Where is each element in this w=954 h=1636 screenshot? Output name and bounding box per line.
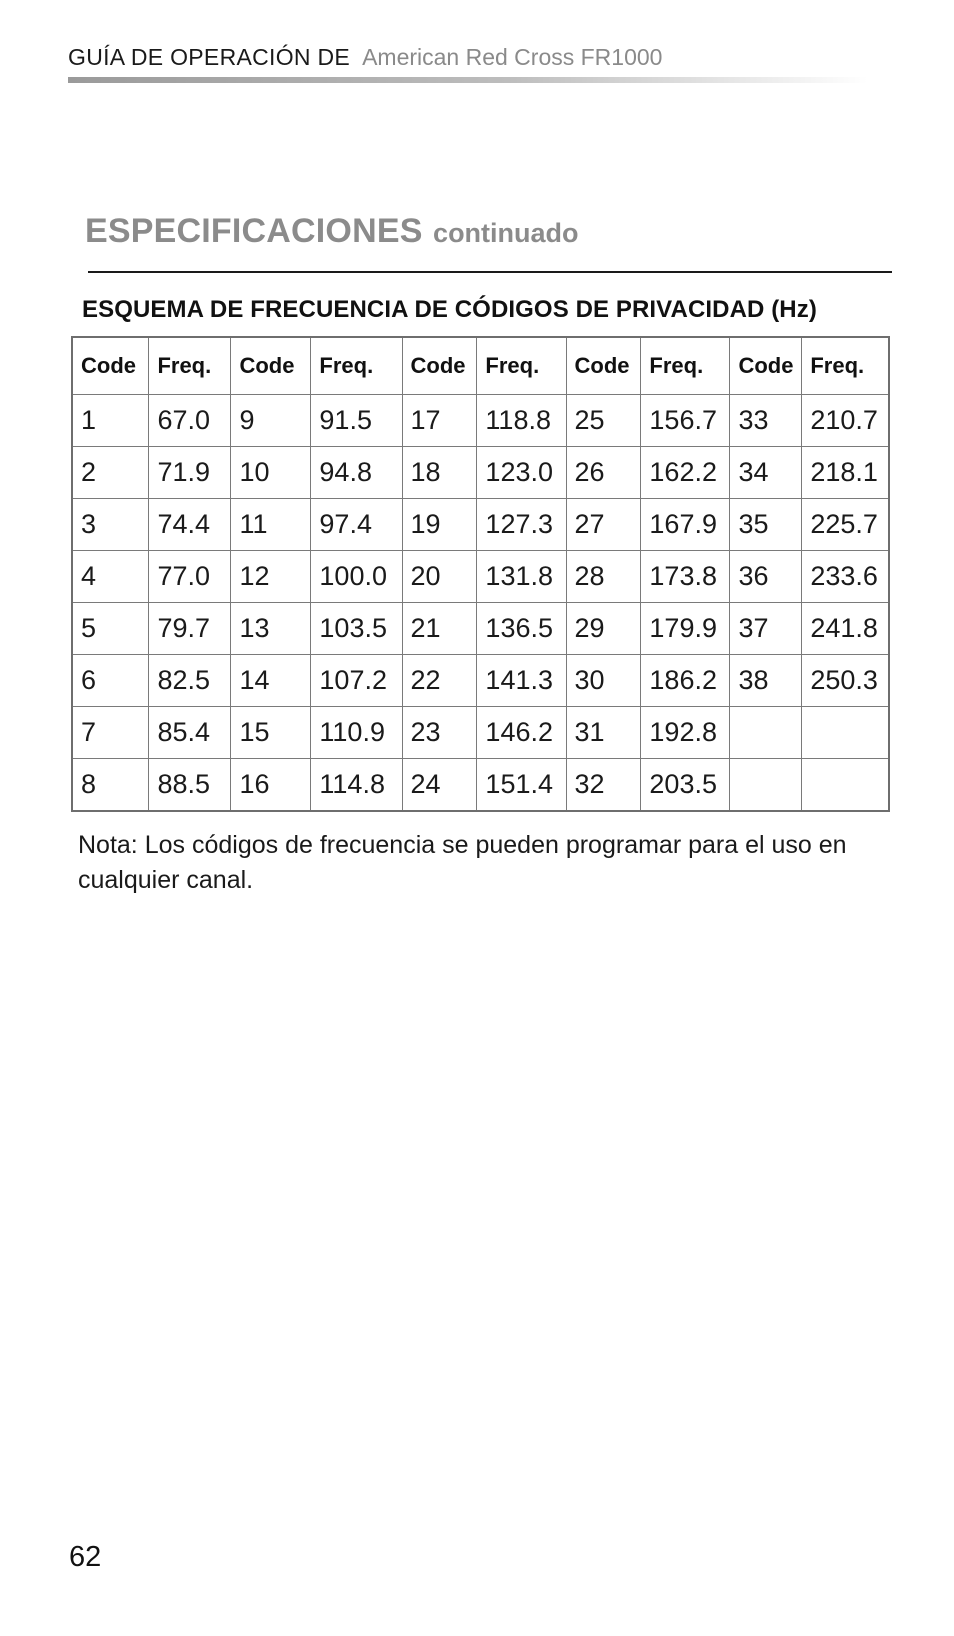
code-cell: 35 bbox=[730, 499, 802, 551]
code-cell: 8 bbox=[72, 759, 149, 812]
freq-cell: 233.6 bbox=[802, 551, 889, 603]
header-freq: Freq. bbox=[641, 337, 730, 395]
freq-cell: 88.5 bbox=[149, 759, 231, 812]
code-cell: 13 bbox=[231, 603, 311, 655]
table-row bbox=[72, 499, 889, 551]
header-freq: Freq. bbox=[149, 337, 231, 395]
freq-cell: 74.4 bbox=[149, 499, 231, 551]
table-row bbox=[72, 395, 889, 447]
table-row bbox=[72, 759, 889, 812]
code-cell: 5 bbox=[72, 603, 149, 655]
freq-cell: 136.5 bbox=[477, 603, 566, 655]
code-cell: 25 bbox=[566, 395, 641, 447]
freq-cell: 77.0 bbox=[149, 551, 231, 603]
header-code: Code bbox=[72, 337, 149, 395]
header-code: Code bbox=[402, 337, 477, 395]
table-caption: ESQUEMA DE FRECUENCIA DE CÓDIGOS DE PRIVACIDAD (Hz) bbox=[82, 296, 817, 323]
freq-cell: 118.8 bbox=[477, 395, 566, 447]
code-cell: 22 bbox=[402, 655, 477, 707]
code-cell: 23 bbox=[402, 707, 477, 759]
code-cell: 26 bbox=[566, 447, 641, 499]
header-freq: Freq. bbox=[311, 337, 402, 395]
code-cell: 31 bbox=[566, 707, 641, 759]
code-cell: 4 bbox=[72, 551, 149, 603]
code-cell: 11 bbox=[231, 499, 311, 551]
freq-cell: 250.3 bbox=[802, 655, 889, 707]
table-row bbox=[72, 603, 889, 655]
freq-cell: 85.4 bbox=[149, 707, 231, 759]
freq-cell: 97.4 bbox=[311, 499, 402, 551]
freq-cell: 67.0 bbox=[149, 395, 231, 447]
header-code: Code bbox=[730, 337, 802, 395]
table-row bbox=[72, 551, 889, 603]
privacy-code-frequency-table bbox=[71, 336, 890, 812]
table-row bbox=[72, 447, 889, 499]
product-name: American Red Cross FR1000 bbox=[362, 44, 663, 70]
freq-cell: 210.7 bbox=[802, 395, 889, 447]
table-row bbox=[72, 707, 889, 759]
code-cell: 28 bbox=[566, 551, 641, 603]
freq-cell: 131.8 bbox=[477, 551, 566, 603]
section-title: ESPECIFICACIONES bbox=[85, 212, 423, 250]
table-header-row bbox=[72, 337, 889, 395]
guide-title: GUÍA DE OPERACIÓN DE bbox=[68, 44, 351, 70]
freq-cell bbox=[802, 707, 889, 759]
header-code: Code bbox=[566, 337, 641, 395]
code-cell: 2 bbox=[72, 447, 149, 499]
code-cell: 18 bbox=[402, 447, 477, 499]
freq-cell: 162.2 bbox=[641, 447, 730, 499]
freq-cell: 123.0 bbox=[477, 447, 566, 499]
code-cell: 15 bbox=[231, 707, 311, 759]
freq-cell: 91.5 bbox=[311, 395, 402, 447]
code-cell: 17 bbox=[402, 395, 477, 447]
code-cell: 34 bbox=[730, 447, 802, 499]
freq-cell: 146.2 bbox=[477, 707, 566, 759]
freq-cell: 173.8 bbox=[641, 551, 730, 603]
freq-cell: 127.3 bbox=[477, 499, 566, 551]
code-cell: 9 bbox=[231, 395, 311, 447]
header-freq: Freq. bbox=[477, 337, 566, 395]
code-cell: 12 bbox=[231, 551, 311, 603]
section-subtitle: continuado bbox=[433, 218, 579, 248]
code-cell: 6 bbox=[72, 655, 149, 707]
code-cell: 33 bbox=[730, 395, 802, 447]
freq-cell: 107.2 bbox=[311, 655, 402, 707]
code-cell: 38 bbox=[730, 655, 802, 707]
code-cell: 32 bbox=[566, 759, 641, 812]
code-cell: 19 bbox=[402, 499, 477, 551]
page-number: 62 bbox=[69, 1541, 102, 1573]
code-cell: 30 bbox=[566, 655, 641, 707]
freq-cell: 241.8 bbox=[802, 603, 889, 655]
code-cell: 16 bbox=[231, 759, 311, 812]
header-freq: Freq. bbox=[802, 337, 889, 395]
freq-cell: 167.9 bbox=[641, 499, 730, 551]
running-header bbox=[68, 44, 662, 71]
code-cell: 10 bbox=[231, 447, 311, 499]
code-cell bbox=[730, 759, 802, 812]
freq-cell: 156.7 bbox=[641, 395, 730, 447]
section-rule bbox=[88, 271, 892, 273]
header-code: Code bbox=[231, 337, 311, 395]
freq-cell: 103.5 bbox=[311, 603, 402, 655]
code-cell: 14 bbox=[231, 655, 311, 707]
freq-cell: 82.5 bbox=[149, 655, 231, 707]
freq-cell: 186.2 bbox=[641, 655, 730, 707]
freq-cell: 225.7 bbox=[802, 499, 889, 551]
section-heading bbox=[85, 212, 579, 251]
freq-cell: 110.9 bbox=[311, 707, 402, 759]
freq-cell: 179.9 bbox=[641, 603, 730, 655]
freq-cell: 141.3 bbox=[477, 655, 566, 707]
code-cell: 37 bbox=[730, 603, 802, 655]
freq-cell: 151.4 bbox=[477, 759, 566, 812]
freq-cell: 100.0 bbox=[311, 551, 402, 603]
freq-cell: 79.7 bbox=[149, 603, 231, 655]
freq-cell: 218.1 bbox=[802, 447, 889, 499]
code-cell: 29 bbox=[566, 603, 641, 655]
code-cell: 21 bbox=[402, 603, 477, 655]
freq-cell bbox=[802, 759, 889, 812]
code-cell: 1 bbox=[72, 395, 149, 447]
table-note: Nota: Los códigos de frecuencia se pueden programar para el uso en cualquier canal. bbox=[78, 831, 847, 894]
code-cell: 20 bbox=[402, 551, 477, 603]
freq-cell: 203.5 bbox=[641, 759, 730, 812]
freq-cell: 94.8 bbox=[311, 447, 402, 499]
freq-cell: 114.8 bbox=[311, 759, 402, 812]
code-cell: 24 bbox=[402, 759, 477, 812]
code-cell: 27 bbox=[566, 499, 641, 551]
code-cell: 3 bbox=[72, 499, 149, 551]
code-cell bbox=[730, 707, 802, 759]
table-row bbox=[72, 655, 889, 707]
freq-cell: 71.9 bbox=[149, 447, 231, 499]
code-cell: 36 bbox=[730, 551, 802, 603]
code-cell: 7 bbox=[72, 707, 149, 759]
freq-cell: 192.8 bbox=[641, 707, 730, 759]
header-rule bbox=[68, 77, 868, 83]
